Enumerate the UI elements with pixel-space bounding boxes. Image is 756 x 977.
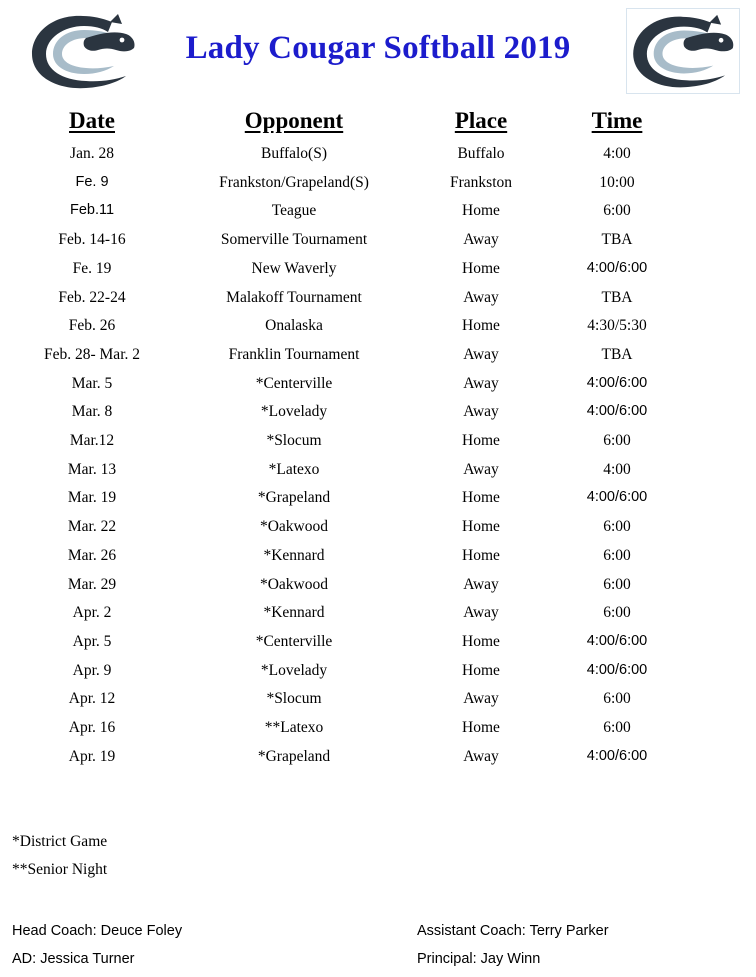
cell-opponent: Buffalo(S)	[260, 145, 328, 162]
header-opponent: Opponent	[244, 108, 344, 133]
cell-place: Away	[463, 460, 499, 478]
table-row	[0, 662, 756, 690]
cell-place: Away	[463, 575, 499, 593]
legend-district: *District Game	[12, 833, 108, 850]
cell-time: 6:00	[603, 202, 631, 220]
table-row	[0, 375, 756, 403]
cell-date: Apr. 2	[72, 604, 112, 622]
cell-date: Feb. 14-16	[58, 231, 126, 249]
cell-opponent: Malakoff Tournament	[226, 288, 362, 306]
assistant-coach: Assistant Coach: Terry Parker	[417, 923, 609, 939]
table-row	[0, 289, 756, 317]
cell-opponent: Frankston/Grapeland(S)	[219, 173, 369, 191]
cell-date: Feb. 26	[68, 317, 116, 335]
table-row	[0, 346, 756, 374]
cell-date: Mar. 13	[67, 460, 117, 478]
cell-place: Buffalo	[457, 145, 505, 162]
cell-opponent: Somerville Tournament	[220, 231, 368, 249]
table-row	[0, 461, 756, 489]
cell-opponent: *Grapeland	[257, 747, 331, 765]
cell-date: Feb. 22-24	[58, 288, 126, 306]
cell-opponent: Teague	[271, 202, 317, 220]
cell-time: 4:00	[603, 460, 631, 478]
cell-time: 4:00/6:00	[586, 259, 648, 276]
cell-date: Mar. 19	[67, 489, 117, 507]
cell-opponent: *Slocum	[266, 432, 322, 449]
cell-opponent: *Oakwood	[259, 518, 329, 536]
cell-opponent: New Waverly	[251, 259, 337, 277]
athletic-director: AD: Jessica Turner	[12, 951, 135, 967]
table-row	[0, 432, 756, 460]
cell-date: Mar. 5	[71, 374, 113, 392]
header-time: Time	[591, 108, 643, 133]
table-row	[0, 202, 756, 230]
cell-time: TBA	[601, 345, 633, 363]
cell-opponent: *Lovelady	[260, 661, 328, 679]
cell-time: 10:00	[599, 173, 635, 191]
cell-time: 6:00	[603, 604, 631, 622]
cell-time: 4:00/6:00	[586, 632, 648, 649]
cell-place: Away	[463, 690, 499, 708]
cell-opponent: *Centerville	[255, 374, 333, 392]
page-title: Lady Cougar Softball 2019	[185, 30, 571, 66]
cell-time: 4:00/6:00	[586, 747, 648, 764]
cell-time: 4:00/6:00	[586, 403, 648, 420]
table-row	[0, 260, 756, 288]
cell-opponent: *Lovelady	[260, 403, 328, 421]
cell-opponent: Franklin Tournament	[228, 345, 360, 363]
cell-date: Mar.12	[69, 432, 115, 449]
cell-place: Home	[462, 432, 500, 449]
cell-opponent: Onalaska	[265, 317, 323, 335]
cell-opponent: *Oakwood	[259, 575, 329, 593]
cell-place: Home	[462, 661, 500, 679]
cell-place: Away	[463, 747, 499, 765]
cell-place: Home	[462, 719, 500, 736]
cell-opponent: *Kennard	[263, 604, 325, 622]
cell-date: Mar. 26	[67, 546, 117, 564]
cell-date: Apr. 19	[68, 747, 116, 765]
cell-place: Frankston	[450, 173, 512, 191]
cell-opponent: *Grapeland	[257, 489, 331, 507]
legend-senior: **Senior Night	[12, 861, 108, 878]
cell-date: Jan. 28	[70, 145, 114, 162]
table-row	[0, 576, 756, 604]
cell-opponent: **Latexo	[264, 719, 324, 736]
table-row	[0, 489, 756, 517]
cell-date: Apr. 9	[72, 661, 112, 679]
cell-time: 4:00	[603, 145, 631, 162]
cell-place: Away	[463, 374, 499, 392]
table-row	[0, 317, 756, 345]
cell-place: Home	[462, 518, 500, 536]
cell-opponent: *Centerville	[255, 632, 333, 650]
table-row	[0, 690, 756, 718]
cell-date: Mar. 8	[71, 403, 113, 421]
table-row	[0, 604, 756, 632]
cell-time: TBA	[601, 288, 633, 306]
cell-time: 4:00/6:00	[586, 374, 648, 391]
cell-place: Away	[463, 231, 499, 249]
cell-date: Fe. 9	[75, 173, 109, 190]
cell-date: Apr. 16	[68, 719, 116, 736]
table-row	[0, 748, 756, 776]
cell-time: 6:00	[603, 432, 631, 449]
cell-date: Fe. 19	[72, 259, 112, 277]
cell-time: 6:00	[603, 690, 631, 708]
header-place: Place	[454, 108, 508, 133]
cell-place: Away	[463, 345, 499, 363]
cell-place: Home	[462, 632, 500, 650]
cell-date: Mar. 29	[67, 575, 117, 593]
cell-place: Away	[463, 288, 499, 306]
table-row	[0, 633, 756, 661]
cell-time: 6:00	[603, 575, 631, 593]
table-row	[0, 145, 756, 173]
cell-date: Mar. 22	[67, 518, 117, 536]
cell-date: Feb. 28- Mar. 2	[43, 345, 141, 363]
header-date: Date	[69, 108, 115, 133]
cell-place: Home	[462, 202, 500, 220]
cell-place: Home	[462, 546, 500, 564]
cell-time: TBA	[601, 231, 633, 249]
cell-time: 4:00/6:00	[586, 489, 648, 506]
cell-date: Feb.11	[69, 202, 115, 219]
cell-place: Home	[462, 317, 500, 335]
table-row	[0, 403, 756, 431]
cell-date: Apr. 12	[68, 690, 116, 708]
cell-place: Away	[463, 403, 499, 421]
cell-time: 6:00	[603, 518, 631, 536]
cell-date: Apr. 5	[72, 632, 112, 650]
table-row	[0, 518, 756, 546]
cell-opponent: *Latexo	[268, 460, 320, 478]
cell-opponent: *Kennard	[263, 546, 325, 564]
principal: Principal: Jay Winn	[417, 951, 541, 967]
cell-time: 4:30/5:30	[587, 317, 647, 335]
cell-place: Away	[463, 604, 499, 622]
cell-place: Home	[462, 489, 500, 507]
cell-place: Home	[462, 259, 500, 277]
cell-time: 6:00	[603, 719, 631, 736]
head-coach: Head Coach: Deuce Foley	[12, 923, 183, 939]
cell-opponent: *Slocum	[266, 690, 322, 708]
table-row	[0, 547, 756, 575]
cell-time: 6:00	[603, 546, 631, 564]
table-row	[0, 174, 756, 202]
cell-time: 4:00/6:00	[586, 661, 648, 678]
table-row	[0, 231, 756, 259]
table-row	[0, 719, 756, 747]
